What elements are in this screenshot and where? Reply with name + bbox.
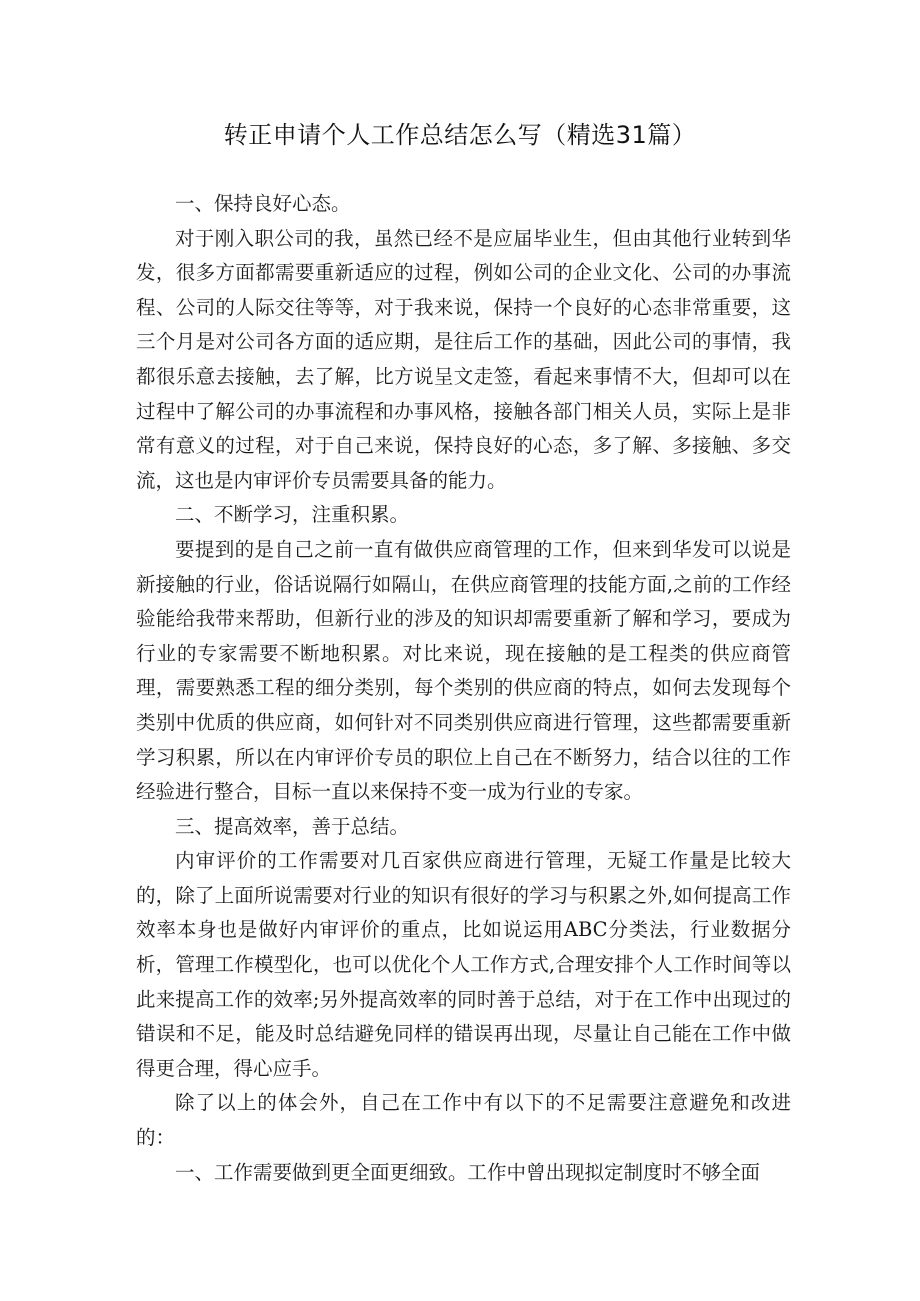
- paragraph-1: 对于刚入职公司的我，虽然已经不是应届毕业生，但由其他行业转到华发，很多方面都需要重新适应的过程，例如公司的企业文化、公司的办事流程、公司的人际交往等等，对于我来说，保持一个良好的心态非常重要，这三个月是对公司各方面的适应期，是往后工作的基础，因此公司的事情，我都很乐意去接触，去了解，比方说呈文走签，看起来事情不大，但却可以在过程中了解公司的办事流程和办事风格，接触各部门相关人员，实际上是非常有意义的过程，对于自己来说，保持良好的心态，多了解、多接触、多交流，这也是内审评价专员需要具备的能力。: [136, 226, 791, 492]
- paragraph-3: 内审评价的工作需要对几百家供应商进行管理，无疑工作量是比较大的，除了上面所说需要对行业的知识有很好的学习与积累之外,如何提高工作效率本身也是做好内审评价的重点，比如说运用ABC分类法，行业数据分析，管理工作模型化，也可以优化个人工作方式,合理安排个人工作时间等以此来提高工作的效率;另外提高效率的同时善于总结，对于在工作中出现过的错误和不足，能及时总结避免同样的错误再出现，尽量让自己能在工作中做得更合理，得心应手。: [136, 849, 791, 1080]
- section-heading-2: 二、不断学习，注重积累。: [175, 503, 410, 527]
- paragraph-4: 除了以上的体会外，自己在工作中有以下的不足需要注意避免和改进的：: [136, 1091, 791, 1150]
- document-body: [136, 187, 791, 1190]
- document-title: 转正申请个人工作总结怎么写（精选31篇）: [223, 121, 697, 149]
- paragraph-5: 一、工作需要做到更全面更细致。工作中曾出现拟定制度时不够全面: [175, 1160, 761, 1184]
- section-heading-3: 三、提高效率，善于总结。: [175, 814, 410, 838]
- section-heading-1: 一、保持良好心态。: [175, 192, 351, 215]
- paragraph-2: 要提到的是自己之前一直有做供应商管理的工作，但来到华发可以说是新接触的行业，俗话说隔行如隔山，在供应商管理的技能方面,之前的工作经验能给我带来帮助，但新行业的涉及的知识却需要重新了解和学习，要成为行业的专家需要不断地积累。对比来说，现在接触的是工程类的供应商管理，需要熟悉工程的细分类别，每个类别的供应商的特点，如何去发现每个类别中优质的供应商，如何针对不同类别供应商进行管理，这些都需要重新学习积累，所以在内审评价专员的职位上自己在不断努力，结合以往的工作经验进行整合，目标一直以来保持不变一成为行业的专家。: [136, 537, 791, 804]
